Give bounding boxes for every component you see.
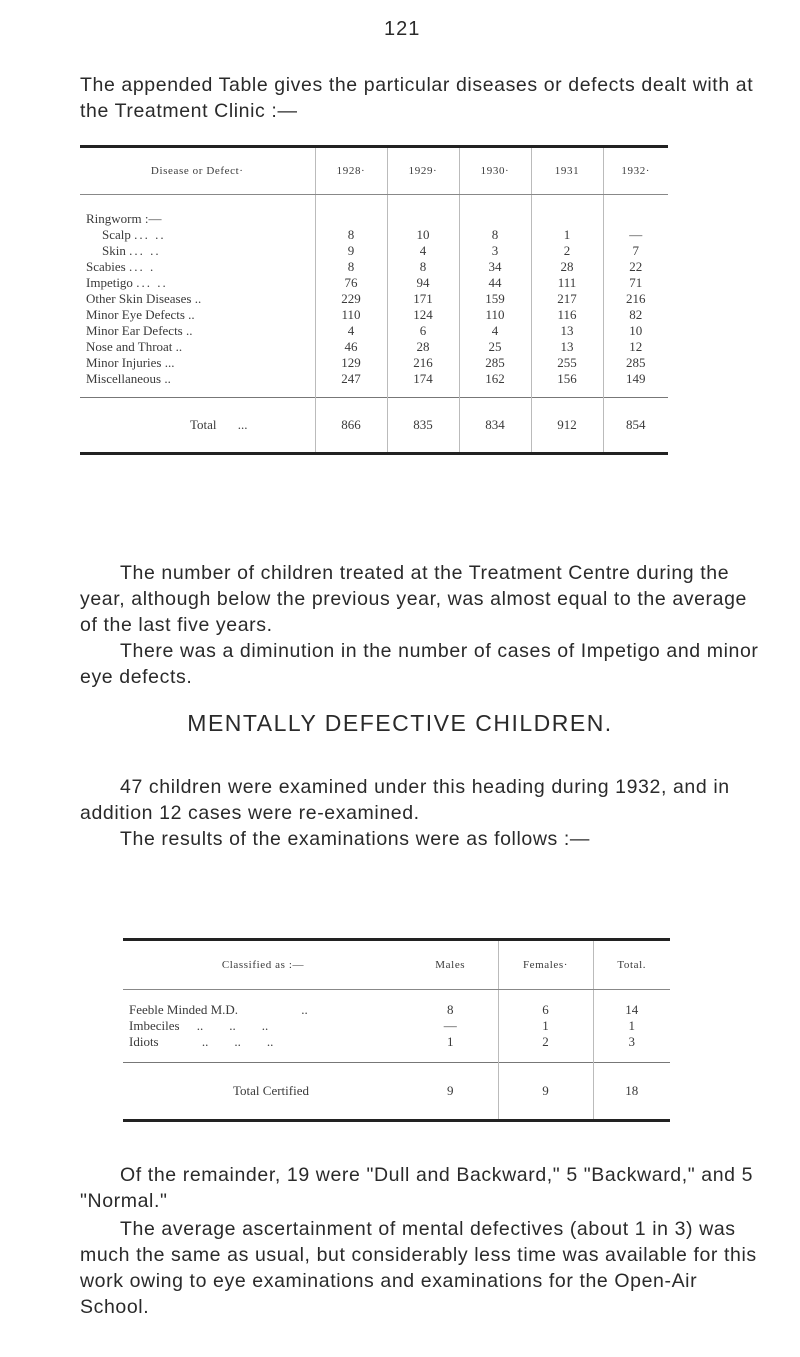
row-label: Miscellaneous .. xyxy=(86,371,171,386)
cell: 247 xyxy=(315,371,387,387)
cell: 216 xyxy=(387,355,459,371)
column-header: Females· xyxy=(498,940,593,990)
cell: 149 xyxy=(603,371,668,387)
cell: 44 xyxy=(459,275,531,291)
table-header-row xyxy=(80,147,668,195)
cell: 255 xyxy=(531,355,603,371)
cell: 116 xyxy=(531,307,603,323)
cell: 285 xyxy=(459,355,531,371)
row-label: Nose and Throat .. xyxy=(86,339,183,354)
cell: 912 xyxy=(531,398,603,454)
cell: 94 xyxy=(387,275,459,291)
row-label: Minor Ear Defects .. xyxy=(86,323,193,338)
cell: 9 xyxy=(403,1063,498,1121)
column-header: Males xyxy=(403,940,498,990)
table-row xyxy=(123,1034,670,1050)
column-header: Classified as :— xyxy=(123,940,403,990)
page-number: 121 xyxy=(384,18,421,40)
cell: 7 xyxy=(603,243,668,259)
paragraph-examined: 47 children were examined under this heading during 1932, and in addition 12 cases were re-examined. xyxy=(80,776,730,824)
cell: 12 xyxy=(603,339,668,355)
cell: 866 xyxy=(315,398,387,454)
cell: 1 xyxy=(531,227,603,243)
cell: 6 xyxy=(498,1002,593,1018)
cell: 174 xyxy=(387,371,459,387)
row-label: Skin ... .. xyxy=(102,243,161,258)
cell: 18 xyxy=(593,1063,670,1121)
cell: 82 xyxy=(603,307,668,323)
cell: 28 xyxy=(531,259,603,275)
cell: 8 xyxy=(315,259,387,275)
intro-paragraph: The appended Table gives the particular diseases or defects dealt with at the Treatment Clinic :— xyxy=(80,74,754,122)
cell: 71 xyxy=(603,275,668,291)
cell: 171 xyxy=(387,291,459,307)
table-row xyxy=(80,259,668,275)
table-row xyxy=(80,275,668,291)
cell: 229 xyxy=(315,291,387,307)
cell: 4 xyxy=(315,323,387,339)
cell: 8 xyxy=(447,1002,454,1017)
paragraph-remainder: Of the remainder, 19 were "Dull and Backward," 5 "Backward," and 5 "Normal." xyxy=(80,1164,754,1212)
cell: 124 xyxy=(387,307,459,323)
row-label: Scabies ... . xyxy=(86,259,156,274)
classification-table xyxy=(123,938,670,1122)
row-label: Minor Injuries ... xyxy=(86,355,175,370)
column-header: Total. xyxy=(593,940,670,990)
cell: 76 xyxy=(315,275,387,291)
total-row xyxy=(80,398,668,454)
group-label: Ringworm :— xyxy=(86,211,162,226)
cell: 3 xyxy=(459,243,531,259)
cell: 834 xyxy=(459,398,531,454)
cell: 8 xyxy=(315,227,387,243)
table-row xyxy=(80,371,668,387)
table-row xyxy=(80,291,668,307)
cell: 110 xyxy=(315,307,387,323)
paragraph-treatment: The number of children treated at the Treatment Centre during the year, although below the previous year, was almost equal to the average of the last five years. xyxy=(80,562,747,636)
cell: 217 xyxy=(531,291,603,307)
cell: 854 xyxy=(603,398,668,454)
cell: 162 xyxy=(459,371,531,387)
cell: 13 xyxy=(531,323,603,339)
cell: 4 xyxy=(459,323,531,339)
row-label: Feeble Minded M.D. .. xyxy=(129,1002,308,1017)
column-header: 1930· xyxy=(459,147,531,195)
paragraph-diminution: There was a diminution in the number of cases of Impetigo and minor eye defects. xyxy=(80,640,759,688)
diseases-table xyxy=(80,145,668,455)
cell: 25 xyxy=(459,339,531,355)
cell: — xyxy=(443,1018,457,1033)
cell: 285 xyxy=(603,355,668,371)
cell: 13 xyxy=(531,339,603,355)
cell: 110 xyxy=(459,307,531,323)
cell: 22 xyxy=(603,259,668,275)
cell: 1 xyxy=(498,1018,593,1034)
cell: 8 xyxy=(459,227,531,243)
cell: 46 xyxy=(315,339,387,355)
cell: 10 xyxy=(387,227,459,243)
table-row xyxy=(80,227,668,243)
cell: 2 xyxy=(531,243,603,259)
column-header: 1929· xyxy=(387,147,459,195)
table-header-row xyxy=(123,940,670,990)
row-label: Impetigo ... .. xyxy=(86,275,168,290)
cell: 6 xyxy=(387,323,459,339)
column-header: 1931 xyxy=(531,147,603,195)
total-row xyxy=(123,1063,670,1121)
cell: 28 xyxy=(387,339,459,355)
cell: 216 xyxy=(603,291,668,307)
row-label: Imbeciles .. .. .. xyxy=(129,1018,269,1033)
row-label: Scalp ... .. xyxy=(102,227,166,242)
row-label: Other Skin Diseases .. xyxy=(86,291,202,306)
cell: 34 xyxy=(459,259,531,275)
table-row xyxy=(80,243,668,259)
table-row xyxy=(80,195,668,228)
table-row xyxy=(123,1018,670,1034)
row-label: Idiots .. .. .. xyxy=(129,1034,274,1049)
cell: 9 xyxy=(315,243,387,259)
column-header: Disease or Defect· xyxy=(80,147,315,195)
paragraph-results: The results of the examinations were as follows :— xyxy=(120,828,591,850)
cell: 2 xyxy=(498,1034,593,1050)
cell: 835 xyxy=(387,398,459,454)
column-header: 1928· xyxy=(315,147,387,195)
table-row xyxy=(123,1002,670,1018)
cell: 14 xyxy=(593,1002,670,1018)
cell: 1 xyxy=(447,1034,454,1049)
paragraph-ascertainment: The average ascertainment of mental defectives (about 1 in 3) was much the same as usual, but considerably less time was available for this work owing to eye examinations and examinations for the Open-Air School. xyxy=(80,1218,757,1318)
column-header: 1932· xyxy=(603,147,668,195)
row-label: Total Certified xyxy=(123,1063,403,1121)
table-row xyxy=(80,323,668,339)
row-label: Total ... xyxy=(80,398,315,454)
cell: 156 xyxy=(531,371,603,387)
cell: 1 xyxy=(593,1018,670,1034)
cell: 10 xyxy=(603,323,668,339)
table-row xyxy=(80,355,668,371)
cell: 129 xyxy=(315,355,387,371)
cell: 3 xyxy=(593,1034,670,1050)
cell: 8 xyxy=(387,259,459,275)
cell: 111 xyxy=(531,275,603,291)
cell: 159 xyxy=(459,291,531,307)
cell: 4 xyxy=(387,243,459,259)
table-row xyxy=(80,339,668,355)
cell: 9 xyxy=(498,1063,593,1121)
row-label: Minor Eye Defects .. xyxy=(86,307,195,322)
section-heading: MENTALLY DEFECTIVE CHILDREN. xyxy=(187,710,613,736)
cell: — xyxy=(603,227,668,243)
table-row xyxy=(80,307,668,323)
